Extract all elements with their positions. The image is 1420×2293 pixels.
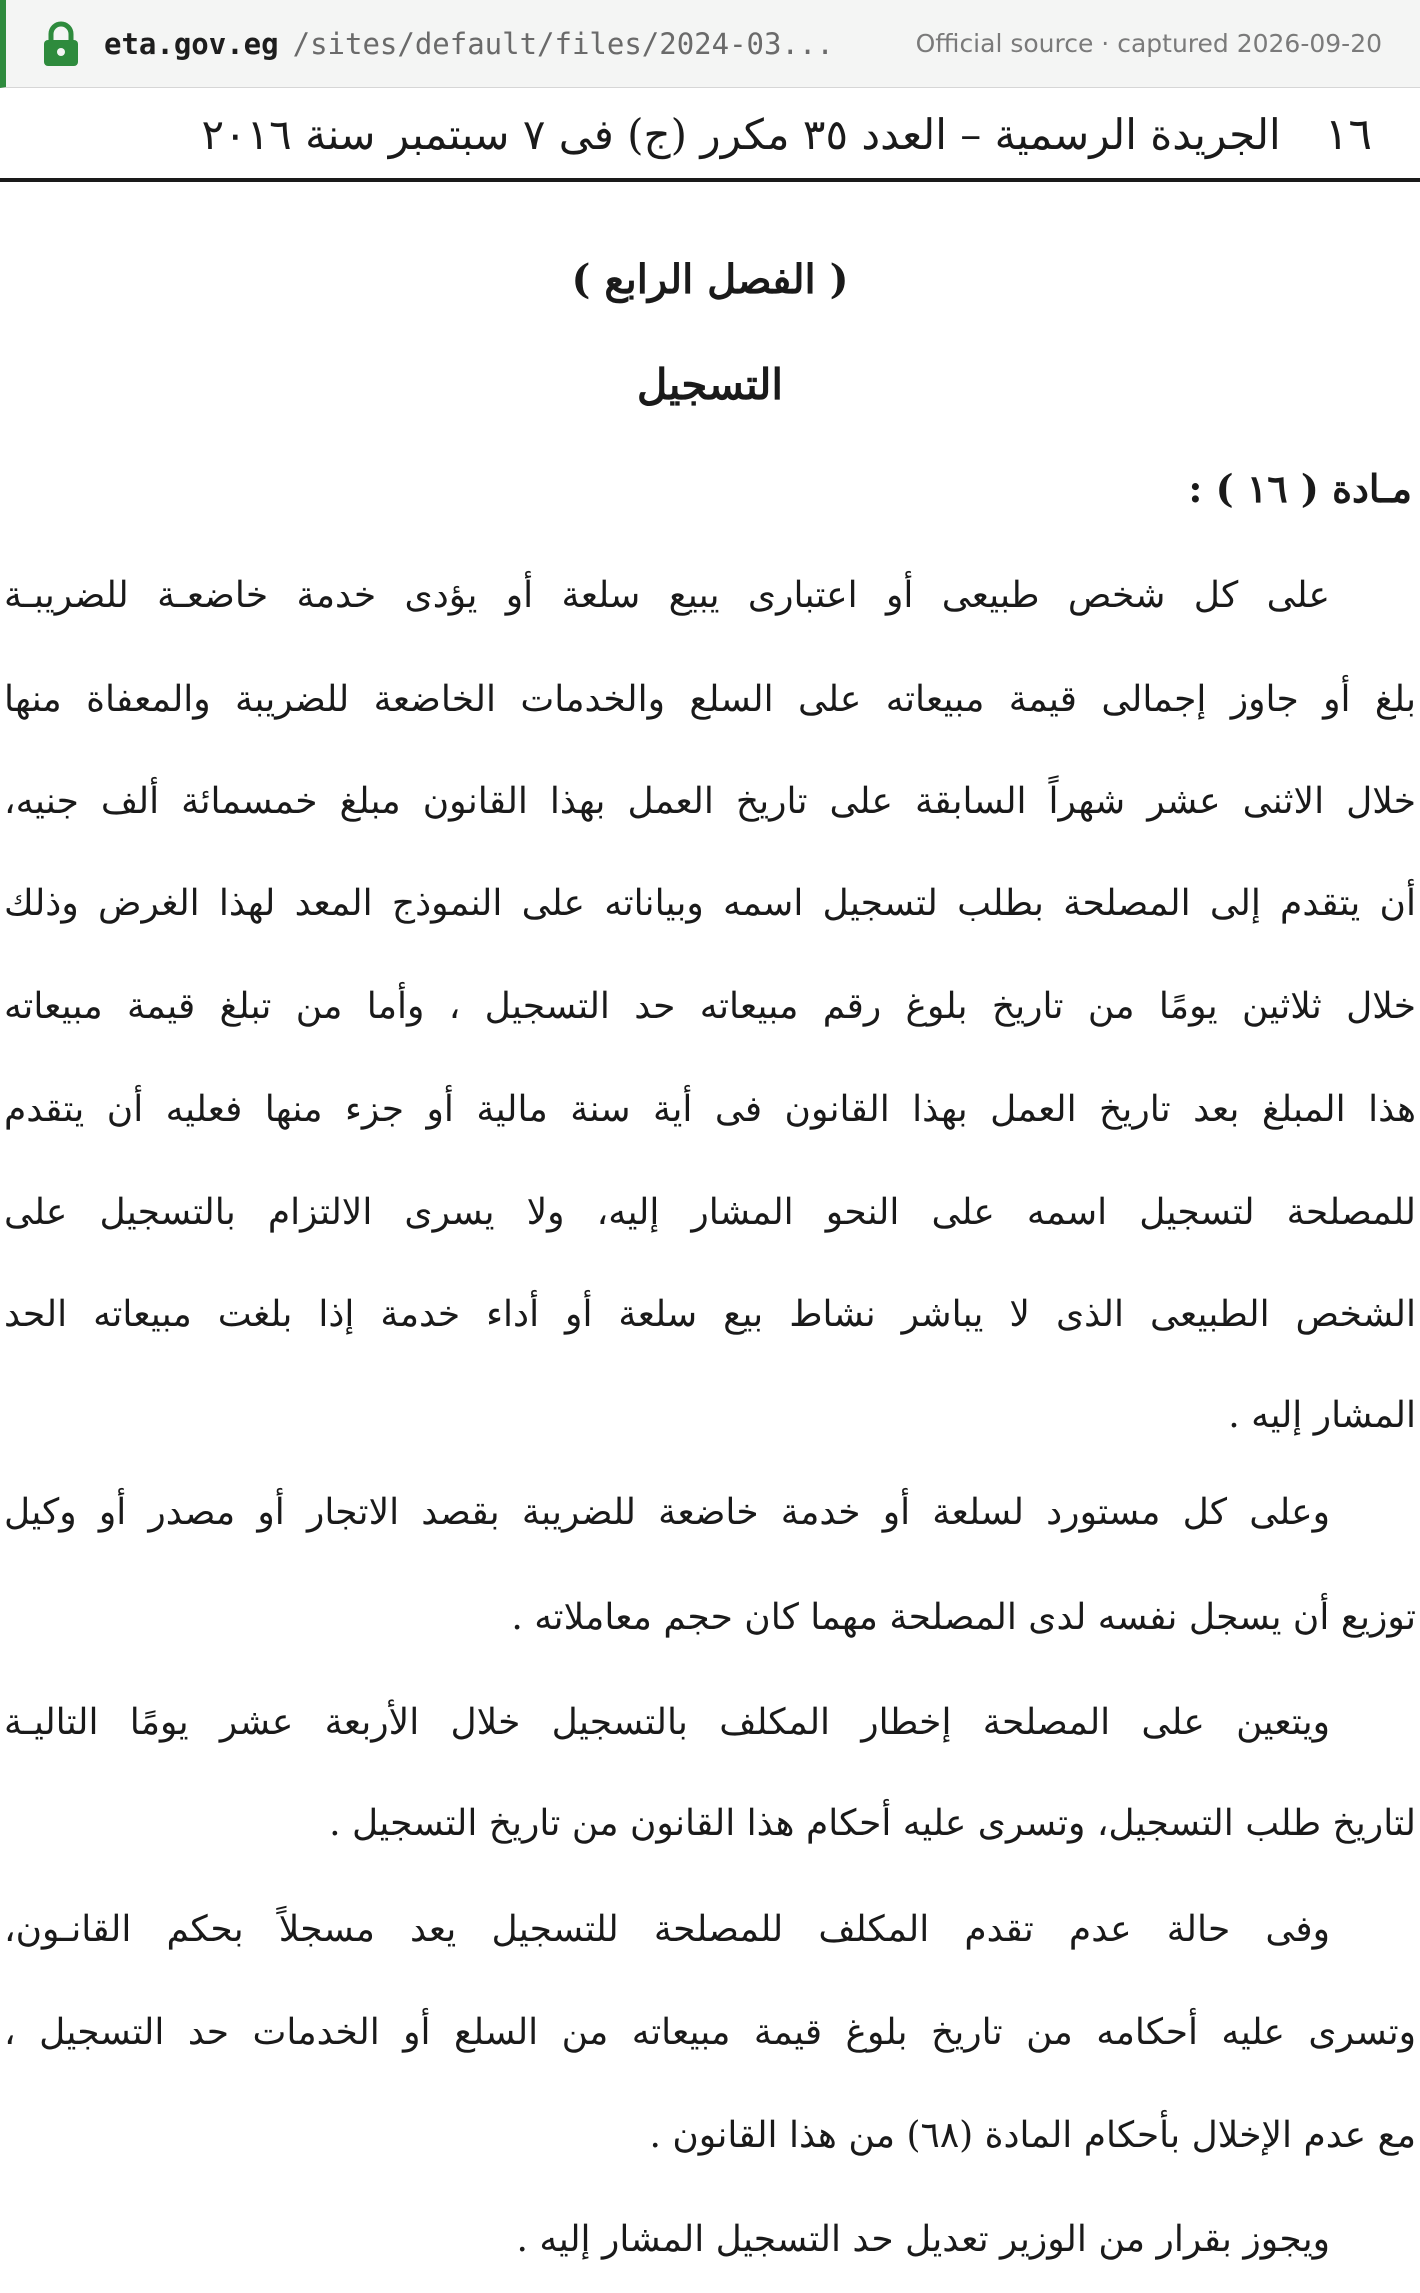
body-line: بلغ أو جاوز إجمالى قيمة مبيعاته على السلع والخدمات الخاضعة للضريبة والمعفاة منها — [4, 679, 1416, 720]
body-line: هذا المبلغ بعد تاريخ العمل بهذا القانون فى أية سنة مالية أو جزء منها فعليه أن يتقدم — [4, 1089, 1416, 1130]
body-line: أن يتقدم إلى المصلحة بطلب لتسجيل اسمه وبياناته على النموذج المعد لهذا الغرض وذلك — [4, 883, 1416, 924]
body-line: توزيع أن يسجل نفسه لدى المصلحة مهما كان حجم معاملاته . — [511, 1597, 1416, 1638]
body-line: للمصلحة لتسجيل اسمه على النحو المشار إليه، ولا يسرى الالتزام بالتسجيل على — [4, 1192, 1416, 1233]
capture-note: Official source · captured 2026-09-20 — [915, 29, 1382, 58]
body-line: مع عدم الإخلال بأحكام المادة (٦٨) من هذا القانون . — [649, 2115, 1416, 2156]
running-header — [150, 100, 1372, 168]
lock-icon — [42, 21, 80, 67]
gazette-header-text: الجريدة الرسمية – العدد ٣٥ مكرر (ج) فى ٧ سبتمبر سنة ٢٠١٦ — [201, 109, 1281, 159]
gazette-page — [0, 88, 1420, 2293]
page-number: ١٦ — [1324, 108, 1372, 160]
chapter-title: ( الفصل الرابع ) — [571, 256, 849, 303]
body-line: وفى حالة عدم تقدم المكلف للمصلحة للتسجيل يعد مسجلاً بحكم القانـون، — [4, 1909, 1330, 1950]
body-line: وتسرى عليه أحكامه من تاريخ بلوغ قيمة مبيعاته من السلع أو الخدمات حد التسجيل ، — [4, 2012, 1416, 2053]
body-line: خلال ثلاثين يومًا من تاريخ بلوغ رقم مبيعاته حد التسجيل ، وأما من تبلغ قيمة مبيعاته — [4, 986, 1416, 1027]
header-rule — [0, 178, 1420, 182]
section-title: التسجيل — [636, 360, 784, 409]
body-line: وعلى كل مستورد لسلعة أو خدمة خاضعة للضريبة بقصد الاتجار أو مصدر أو وكيل — [4, 1492, 1330, 1533]
body-line: خلال الاثنى عشر شهراً السابقة على تاريخ العمل بهذا القانون مبلغ خمسمائة ألف جنيه، — [4, 781, 1416, 822]
address-url[interactable] — [104, 27, 916, 61]
body-line: ويتعين على المصلحة إخطار المكلف بالتسجيل خلال الأربعة عشر يومًا التاليـة — [4, 1702, 1330, 1743]
body-line: لتاريخ طلب التسجيل، وتسرى عليه أحكام هذا القانون من تاريخ التسجيل . — [329, 1803, 1416, 1844]
body-line: المشار إليه . — [1228, 1395, 1416, 1436]
url-domain: eta.gov.eg — [104, 26, 279, 61]
article-heading: مـادة ( ١٦ ) : — [1188, 466, 1412, 511]
url-path: /sites/default/files/2024-03... — [292, 26, 834, 61]
body-line: الشخص الطبيعى الذى لا يباشر نشاط بيع سلعة أو أداء خدمة إذا بلغت مبيعاته الحد — [4, 1294, 1416, 1335]
body-line: ويجوز بقرار من الوزير تعديل حد التسجيل المشار إليه . — [516, 2219, 1330, 2260]
source-bar — [0, 0, 1420, 88]
body-line: على كل شخص طبيعى أو اعتبارى يبيع سلعة أو يؤدى خدمة خاضعـة للضريبـة — [4, 575, 1330, 616]
